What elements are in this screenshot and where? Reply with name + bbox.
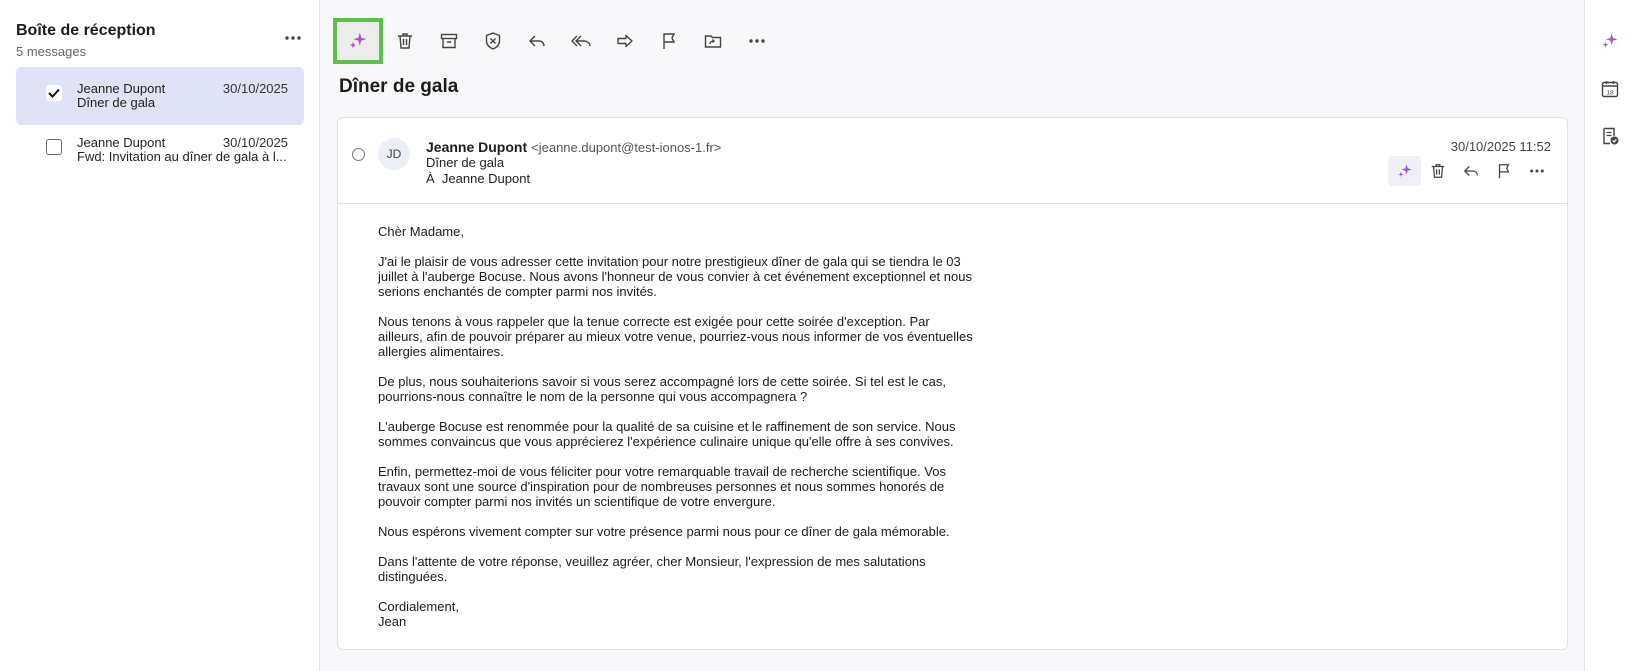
body-paragraph: J'ai le plaisir de vous adresser cette invitation pour notre prestigieux dîner de gala qui se tiendra le 03 juillet à l'auberge Bocuse. Nous avons l'honneur de vous convier à cet événement exceptionnel et nous serions enchantés de compter parmi nos invités.: [378, 254, 972, 299]
body-paragraph: Chèr Madame,: [378, 224, 464, 239]
archive-icon: [439, 31, 459, 51]
body-signature: Jean: [378, 614, 407, 629]
ai-assistant-button[interactable]: [333, 18, 383, 64]
to-recipient: Jeanne Dupont: [441, 171, 531, 186]
to-line: [426, 171, 530, 186]
mail-title: Dîner de gala: [339, 76, 459, 97]
message-subject: Dîner de gala: [77, 95, 156, 110]
header-more-button[interactable]: [1520, 156, 1553, 186]
flag-button[interactable]: [647, 19, 691, 63]
message-date: 30/10/2025: [222, 135, 288, 150]
rail-tasks-button[interactable]: [1595, 121, 1625, 151]
select-mail-radio[interactable]: [352, 148, 365, 161]
calendar-icon: [1600, 79, 1620, 99]
body-paragraph: De plus, nous souhaiterions savoir si vous serez accompagné lors de cette soirée. Si tel est le cas, pourrions-nous connaître le nom de la personne qui vous accompagnera ?: [378, 374, 946, 404]
reply-icon: [1462, 162, 1480, 180]
mail-date: 30/10/2025 11:52: [1450, 139, 1551, 154]
ai-sparkle-icon: [1600, 31, 1620, 51]
from-line: [426, 139, 721, 155]
mail-header: [338, 118, 1567, 204]
folder-title: Boîte de réception: [16, 22, 156, 39]
spam-button[interactable]: [471, 19, 515, 63]
move-button[interactable]: [691, 19, 735, 63]
message-subject: Fwd: Invitation au dîner de gala à l...: [77, 149, 287, 164]
body-paragraph: Enfin, permettez-moi de vous féliciter pour votre remarquable travail de recherche scientifique. Vos travaux sont une source d'inspiration pour de nombreuses personnes et nous sommes honorés de pouvoir compter parmi nos invités un scientifique de votre envergure.: [378, 464, 946, 509]
flag-icon: [1495, 162, 1513, 180]
reply-icon: [527, 31, 547, 51]
mail-card: [337, 117, 1568, 650]
body-signoff: Cordialement,: [378, 599, 459, 614]
more-horizontal-icon: [748, 38, 766, 44]
reply-all-button[interactable]: [559, 19, 603, 63]
from-email: <jeanne.dupont@test-ionos-1.fr>: [531, 140, 722, 155]
avatar: JD: [378, 138, 410, 170]
body-paragraph: Nous tenons à vous rappeler que la tenue correcte est exigée pour cette soirée d'exception. Par ailleurs, afin de pouvoir préparer au mieux votre venue, pourriez-vous nous informer de vos éventuelles allergies alimentaires.: [378, 314, 973, 359]
check-icon: [48, 88, 60, 98]
message-item-2[interactable]: [16, 121, 304, 179]
trash-icon: [395, 31, 415, 51]
toolbar-more-button[interactable]: [735, 19, 779, 63]
ai-sparkle-icon: [1396, 162, 1414, 180]
reading-pane: [321, 0, 1583, 671]
shield-x-icon: [483, 31, 503, 51]
to-prefix: À: [426, 171, 435, 186]
forward-button[interactable]: [603, 19, 647, 63]
calendar-day: 18: [1606, 89, 1614, 97]
forward-arrow-icon: [615, 31, 635, 51]
body-paragraph: L'auberge Bocuse est renommée pour la qualité de sa cuisine et le raffinement de son service. Nous sommes convaincus que vous apprécierez l'expérience culinaire unique qu'elle offre à ses convives.: [378, 419, 956, 449]
message-checkbox[interactable]: [46, 139, 62, 155]
message-count: 5 messages: [16, 44, 87, 59]
body-paragraph: Dans l'attente de votre réponse, veuillez agréer, cher Monsieur, l'expression de mes salutations distinguées.: [378, 554, 926, 584]
message-checkbox[interactable]: [46, 85, 62, 101]
trash-icon: [1429, 162, 1447, 180]
right-rail: [1584, 0, 1635, 671]
from-name: Jeanne Dupont: [426, 139, 528, 155]
more-horizontal-icon: [1529, 168, 1545, 174]
mail-header-actions: [1388, 156, 1553, 186]
message-sender: Jeanne Dupont: [77, 81, 166, 96]
body-paragraph: Nous espérons vivement compter sur votre présence parmi nous pour ce dîner de gala mémorable.: [378, 524, 950, 539]
header-subject: Dîner de gala: [426, 155, 505, 170]
archive-button[interactable]: [427, 19, 471, 63]
delete-button[interactable]: [383, 19, 427, 63]
message-list-panel: [0, 0, 320, 671]
more-horizontal-icon: [284, 35, 302, 41]
mail-toolbar: [333, 18, 779, 64]
list-more-button[interactable]: [280, 28, 306, 48]
header-flag-button[interactable]: [1487, 156, 1520, 186]
rail-calendar-button[interactable]: [1595, 74, 1625, 104]
ai-sparkle-icon: [347, 30, 369, 52]
folder-move-icon: [703, 31, 723, 51]
header-delete-button[interactable]: [1421, 156, 1454, 186]
reply-all-icon: [570, 31, 592, 51]
mail-body: [378, 224, 978, 644]
rail-ai-button[interactable]: [1595, 26, 1625, 56]
list-header: [16, 22, 306, 62]
flag-icon: [659, 31, 679, 51]
message-item-1[interactable]: [16, 67, 304, 125]
message-sender: Jeanne Dupont: [77, 135, 166, 150]
reply-button[interactable]: [515, 19, 559, 63]
tasks-icon: [1600, 126, 1620, 146]
header-reply-button[interactable]: [1454, 156, 1487, 186]
message-date: 30/10/2025: [222, 81, 288, 96]
header-ai-button[interactable]: [1388, 156, 1421, 186]
